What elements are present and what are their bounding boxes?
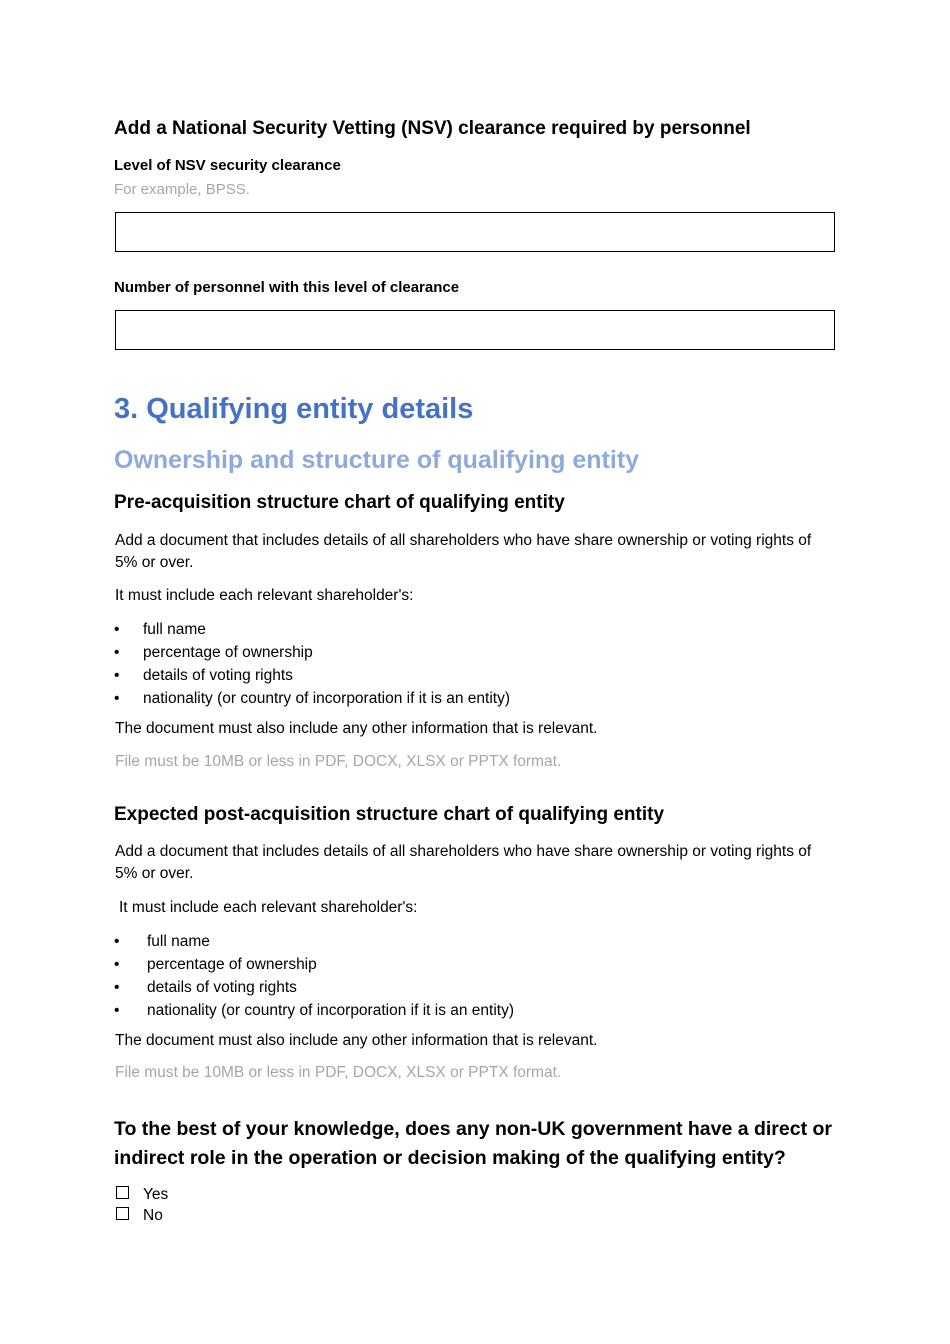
list-item: • nationality (or country of incorporation if it is an entity)	[114, 1002, 515, 1019]
pre-acquisition-bullet-list	[114, 618, 814, 710]
pre-acquisition-intro: Add a document that includes details of all shareholders who have share ownership or voting rights of 5% or over.	[115, 532, 812, 571]
nsv-number-label: Number of personnel with this level of clearance	[114, 279, 460, 296]
post-acquisition-must-include: It must include each relevant shareholder's:	[119, 899, 418, 916]
option-yes[interactable]	[116, 1185, 168, 1205]
option-no[interactable]	[116, 1206, 163, 1226]
nsv-number-input[interactable]	[115, 310, 835, 350]
list-item: • nationality (or country of incorporation if it is an entity)	[114, 690, 511, 707]
nsv-level-label: Level of NSV security clearance	[114, 157, 341, 174]
section-subtitle: Ownership and structure of qualifying entity	[114, 446, 640, 474]
list-item: • full name	[114, 621, 206, 638]
list-item: • full name	[114, 933, 210, 950]
nsv-heading: Add a National Security Vetting (NSV) clearance required by personnel	[114, 118, 751, 139]
non-uk-government-question: To the best of your knowledge, does any non-UK government have a direct or indirect role in the operation or decision making of the qualifying entity?	[114, 1118, 832, 1169]
pre-acquisition-file-hint: File must be 10MB or less in PDF, DOCX, XLSX or PPTX format.	[115, 753, 562, 770]
list-item: • details of voting rights	[114, 667, 293, 684]
post-acquisition-bullet-list	[114, 930, 814, 1022]
pre-acquisition-heading: Pre-acquisition structure chart of qualifying entity	[114, 492, 565, 513]
section-title: 3. Qualifying entity details	[114, 393, 474, 425]
nsv-level-input[interactable]	[115, 212, 835, 252]
post-acquisition-heading: Expected post-acquisition structure chart of qualifying entity	[114, 804, 665, 825]
list-item: • details of voting rights	[114, 979, 297, 996]
pre-acquisition-must-include: It must include each relevant shareholder's:	[115, 587, 414, 604]
checkbox-no[interactable]	[116, 1207, 129, 1220]
option-yes-label: Yes	[143, 1186, 169, 1203]
list-item: • percentage of ownership	[114, 644, 313, 661]
post-acquisition-also: The document must also include any other information that is relevant.	[115, 1032, 598, 1049]
list-item: • percentage of ownership	[114, 956, 317, 973]
post-acquisition-intro: Add a document that includes details of all shareholders who have share ownership or voting rights of 5% or over.	[115, 843, 812, 882]
post-acquisition-file-hint: File must be 10MB or less in PDF, DOCX, XLSX or PPTX format.	[115, 1064, 562, 1081]
pre-acquisition-also: The document must also include any other information that is relevant.	[115, 720, 598, 737]
nsv-level-hint: For example, BPSS.	[114, 181, 250, 198]
checkbox-yes[interactable]	[116, 1186, 129, 1199]
option-no-label: No	[143, 1207, 163, 1224]
